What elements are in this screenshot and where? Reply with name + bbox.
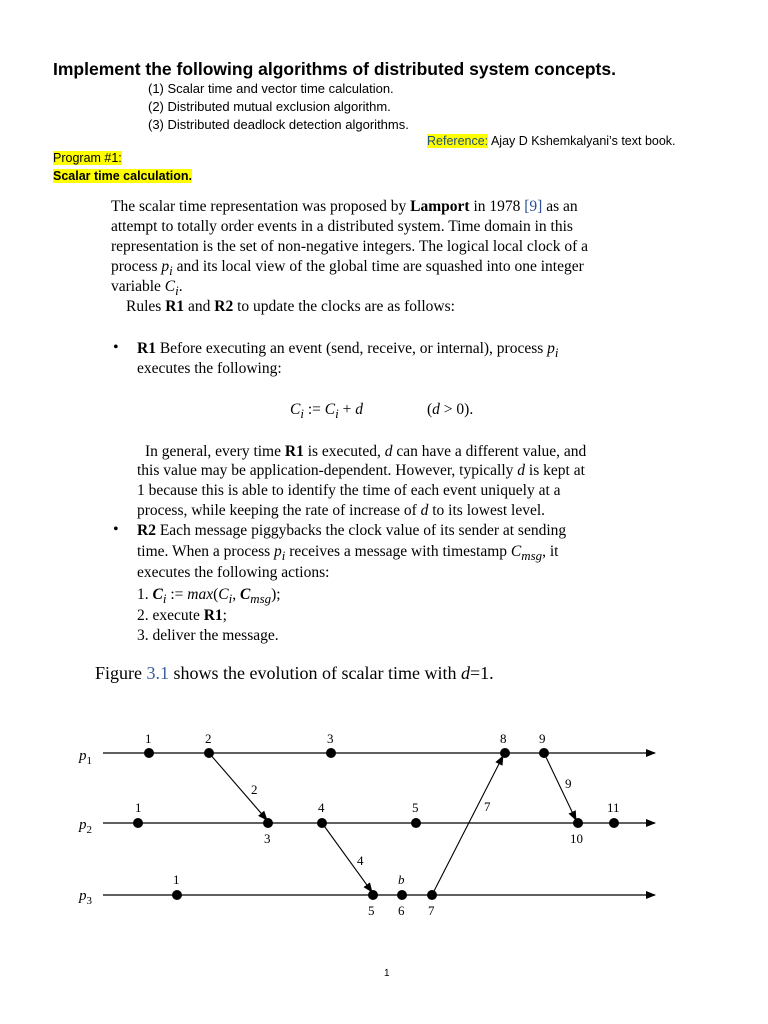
page-number: 1 (384, 968, 390, 979)
event-label-p2-10: 10 (570, 831, 583, 846)
section-heading (53, 169, 192, 183)
step-2-r1: R1 (203, 607, 223, 624)
event-label-p3-7: 7 (428, 903, 435, 918)
formula-rhs-sub: i (335, 406, 339, 422)
r1-sub: i (554, 345, 559, 361)
step-2 (137, 606, 227, 626)
objective-2: (2) Distributed mutual exclusion algorithm. (148, 99, 391, 114)
general-line-4 (137, 501, 545, 521)
message-label-9: 9 (565, 776, 572, 791)
step-1-c: C (152, 586, 163, 603)
section-heading-text: Scalar time calculation. (53, 169, 192, 183)
r1-line-2: executes the following: (137, 360, 282, 377)
reference-line (427, 134, 676, 148)
general-line-2-pre: this value may be application-dependent. However, typically (137, 462, 518, 479)
citation-ref: [9] (524, 198, 543, 215)
event-label-p1-9: 9 (539, 731, 546, 746)
formula-cond-open: ( (427, 401, 433, 418)
step-1-close: ); (271, 586, 281, 603)
general-line-4-d: d (420, 502, 429, 519)
r1-condition (427, 400, 473, 420)
event-p2-3 (263, 818, 273, 828)
caption-pre: Figure (95, 663, 147, 683)
general-line-1-post: can have a different value, and (392, 443, 587, 460)
r1-text: Before executing an event (send, receive, or internal), process (155, 340, 548, 357)
general-line-2 (137, 461, 585, 481)
rules-post: to update the clocks are as follows: (233, 298, 455, 315)
intro-line-4-var: p (161, 258, 170, 275)
intro-line-1-mid: in 1978 (469, 198, 525, 215)
formula-plus: + (338, 401, 356, 418)
formula-rhs: C (324, 401, 336, 418)
general-line-1-pre: In general, every time (145, 443, 285, 460)
event-p2-11 (609, 818, 619, 828)
bullet-r2: • (113, 521, 119, 538)
general-line-2-d: d (517, 462, 526, 479)
step-1-comma: , (232, 586, 240, 603)
r2-line-2-post: , it (542, 543, 559, 560)
event-p1-1 (144, 748, 154, 758)
scalar-time-diagram (0, 700, 768, 940)
event-p2-10 (573, 818, 583, 828)
event-p2-4 (317, 818, 327, 828)
intro-line-4-post: and its local view of the global time are squashed into one integer (172, 258, 584, 275)
step-1-op: := (166, 586, 188, 603)
event-p3-7 (427, 890, 437, 900)
intro-line-5-sub: i (175, 283, 179, 299)
document-title: Implement the following algorithms of distributed system concepts. (53, 59, 616, 79)
step-1-open: ( (213, 586, 219, 603)
formula-cond-rest: > 0). (439, 401, 474, 418)
rules-r1: R1 (165, 298, 185, 315)
step-1-a: C (218, 586, 229, 603)
event-p3-6 (397, 890, 407, 900)
general-line-1 (145, 442, 586, 462)
event-label-p2-3: 3 (264, 831, 271, 846)
event-label-p1-3: 3 (327, 731, 334, 746)
event-label-p3-5: 5 (368, 903, 375, 918)
message-label-4: 4 (357, 853, 364, 868)
process-label-p1: $p_1$ (79, 748, 92, 767)
message-arrow-2 (209, 753, 267, 820)
intro-line-1-name: Lamport (410, 198, 470, 215)
step-1-csub: i (162, 591, 167, 607)
r2-line-2-pre: time. When a process (137, 543, 275, 560)
objective-1: (1) Scalar time and vector time calculation. (148, 81, 394, 96)
r1-var: p (547, 340, 555, 357)
general-line-4-pre: process, while keeping the rate of increase of (137, 502, 421, 519)
message-arrow-4 (322, 823, 372, 892)
event-p1-9 (539, 748, 549, 758)
intro-line-1-post: as an (542, 198, 578, 215)
step-1-bsub: msg (250, 591, 272, 607)
intro-line-1 (111, 197, 578, 217)
event-label-p1-1: 1 (145, 731, 152, 746)
message-label-7: 7 (484, 799, 491, 814)
event-label-p2-11: 11 (607, 800, 620, 815)
r2-line-2-csub: msg (521, 548, 543, 564)
program-label (53, 151, 122, 165)
event-p2-1 (133, 818, 143, 828)
formula-cond-d: d (432, 401, 440, 418)
intro-line-3: representation is the set of non-negative integers. The logical local clock of a (111, 238, 589, 255)
event-label-p1-8: 8 (500, 731, 507, 746)
event-label-p2-1: 1 (135, 800, 142, 815)
reference-label: Reference: (427, 134, 489, 148)
event-p1-3 (326, 748, 336, 758)
caption-mid: shows the evolution of scalar time with (169, 663, 461, 683)
intro-line-1-pre: The scalar time representation was proposed by (111, 198, 411, 215)
r1-formula (290, 400, 363, 424)
event-label-p2-4: 4 (318, 800, 325, 815)
reference-text: Ajay D Kshemkalyani’s text book. (490, 134, 676, 148)
event-label-p3-1: 1 (173, 872, 180, 887)
r2-line-2-sub: i (281, 548, 286, 564)
general-line-3: 1 because this is able to identify the time of each event uniquely at a (137, 482, 561, 499)
formula-lhs: C (290, 401, 301, 418)
general-line-1-mid: is executed, (303, 443, 385, 460)
event-label-p2-5: 5 (412, 800, 419, 815)
caption-figure-number: 3.1 (146, 663, 169, 683)
step-1-pre: 1. (137, 586, 153, 603)
event-p3-5 (368, 890, 378, 900)
formula-d: d (355, 401, 363, 418)
intro-line-5-post: . (178, 278, 183, 295)
process-label-p3: $p_3$ (79, 888, 92, 907)
step-2-pre: 2. execute (137, 607, 204, 624)
process-label-p2: $p_2$ (79, 817, 92, 836)
step-1-asub: i (228, 591, 233, 607)
r2-line-3: executes the following actions: (137, 564, 330, 581)
intro-line-2: attempt to totally order events in a distributed system. Time domain in this (111, 218, 573, 235)
formula-lhs-sub: i (300, 406, 304, 422)
r2-name: R2 (137, 522, 156, 539)
message-label-2: 2 (251, 782, 258, 797)
step-1-b: C (239, 586, 251, 603)
rules-and: and (184, 298, 215, 315)
event-label-p3-6: 6 (398, 903, 405, 918)
step-2-post: ; (222, 607, 227, 624)
event-p1-8 (500, 748, 510, 758)
general-line-1-d: d (384, 443, 393, 460)
r2-line-2-c: C (510, 543, 522, 560)
event-p2-5 (411, 818, 421, 828)
rules-pre: Rules (126, 298, 166, 315)
program-label-text: Program #1: (53, 151, 122, 165)
intro-line-5-pre: variable (111, 278, 165, 295)
intro-line-4-pre: process (111, 258, 162, 275)
event-label-p1-2: 2 (205, 731, 212, 746)
rules-line (126, 297, 455, 317)
event-label-p3-b: b (398, 872, 405, 887)
bullet-r1: • (113, 339, 119, 356)
intro-line-5-var: C (164, 278, 176, 295)
event-p1-2 (204, 748, 214, 758)
r2-line-1 (137, 521, 566, 541)
r2-line-2-mid: receives a message with timestamp (285, 543, 511, 560)
general-line-1-r1: R1 (284, 443, 304, 460)
caption-post: =1. (469, 663, 494, 683)
event-p3-1 (172, 890, 182, 900)
formula-op: := (303, 401, 325, 418)
r2-text: Each message piggybacks the clock value of its sender at sending (155, 522, 567, 539)
objective-3: (3) Distributed deadlock detection algorithms. (148, 117, 409, 132)
rules-r2: R2 (214, 298, 234, 315)
caption-d: d (460, 663, 470, 683)
general-line-4-post: to its lowest level. (428, 502, 546, 519)
step-3: 3. deliver the message. (137, 627, 279, 644)
r1-name: R1 (137, 340, 156, 357)
figure-caption (95, 663, 494, 684)
message-arrow-7 (432, 756, 503, 895)
general-line-2-post: is kept at (525, 462, 585, 479)
step-1-max: max (187, 586, 214, 603)
r2-line-2-var: p (274, 543, 282, 560)
intro-line-4-sub: i (169, 263, 173, 279)
